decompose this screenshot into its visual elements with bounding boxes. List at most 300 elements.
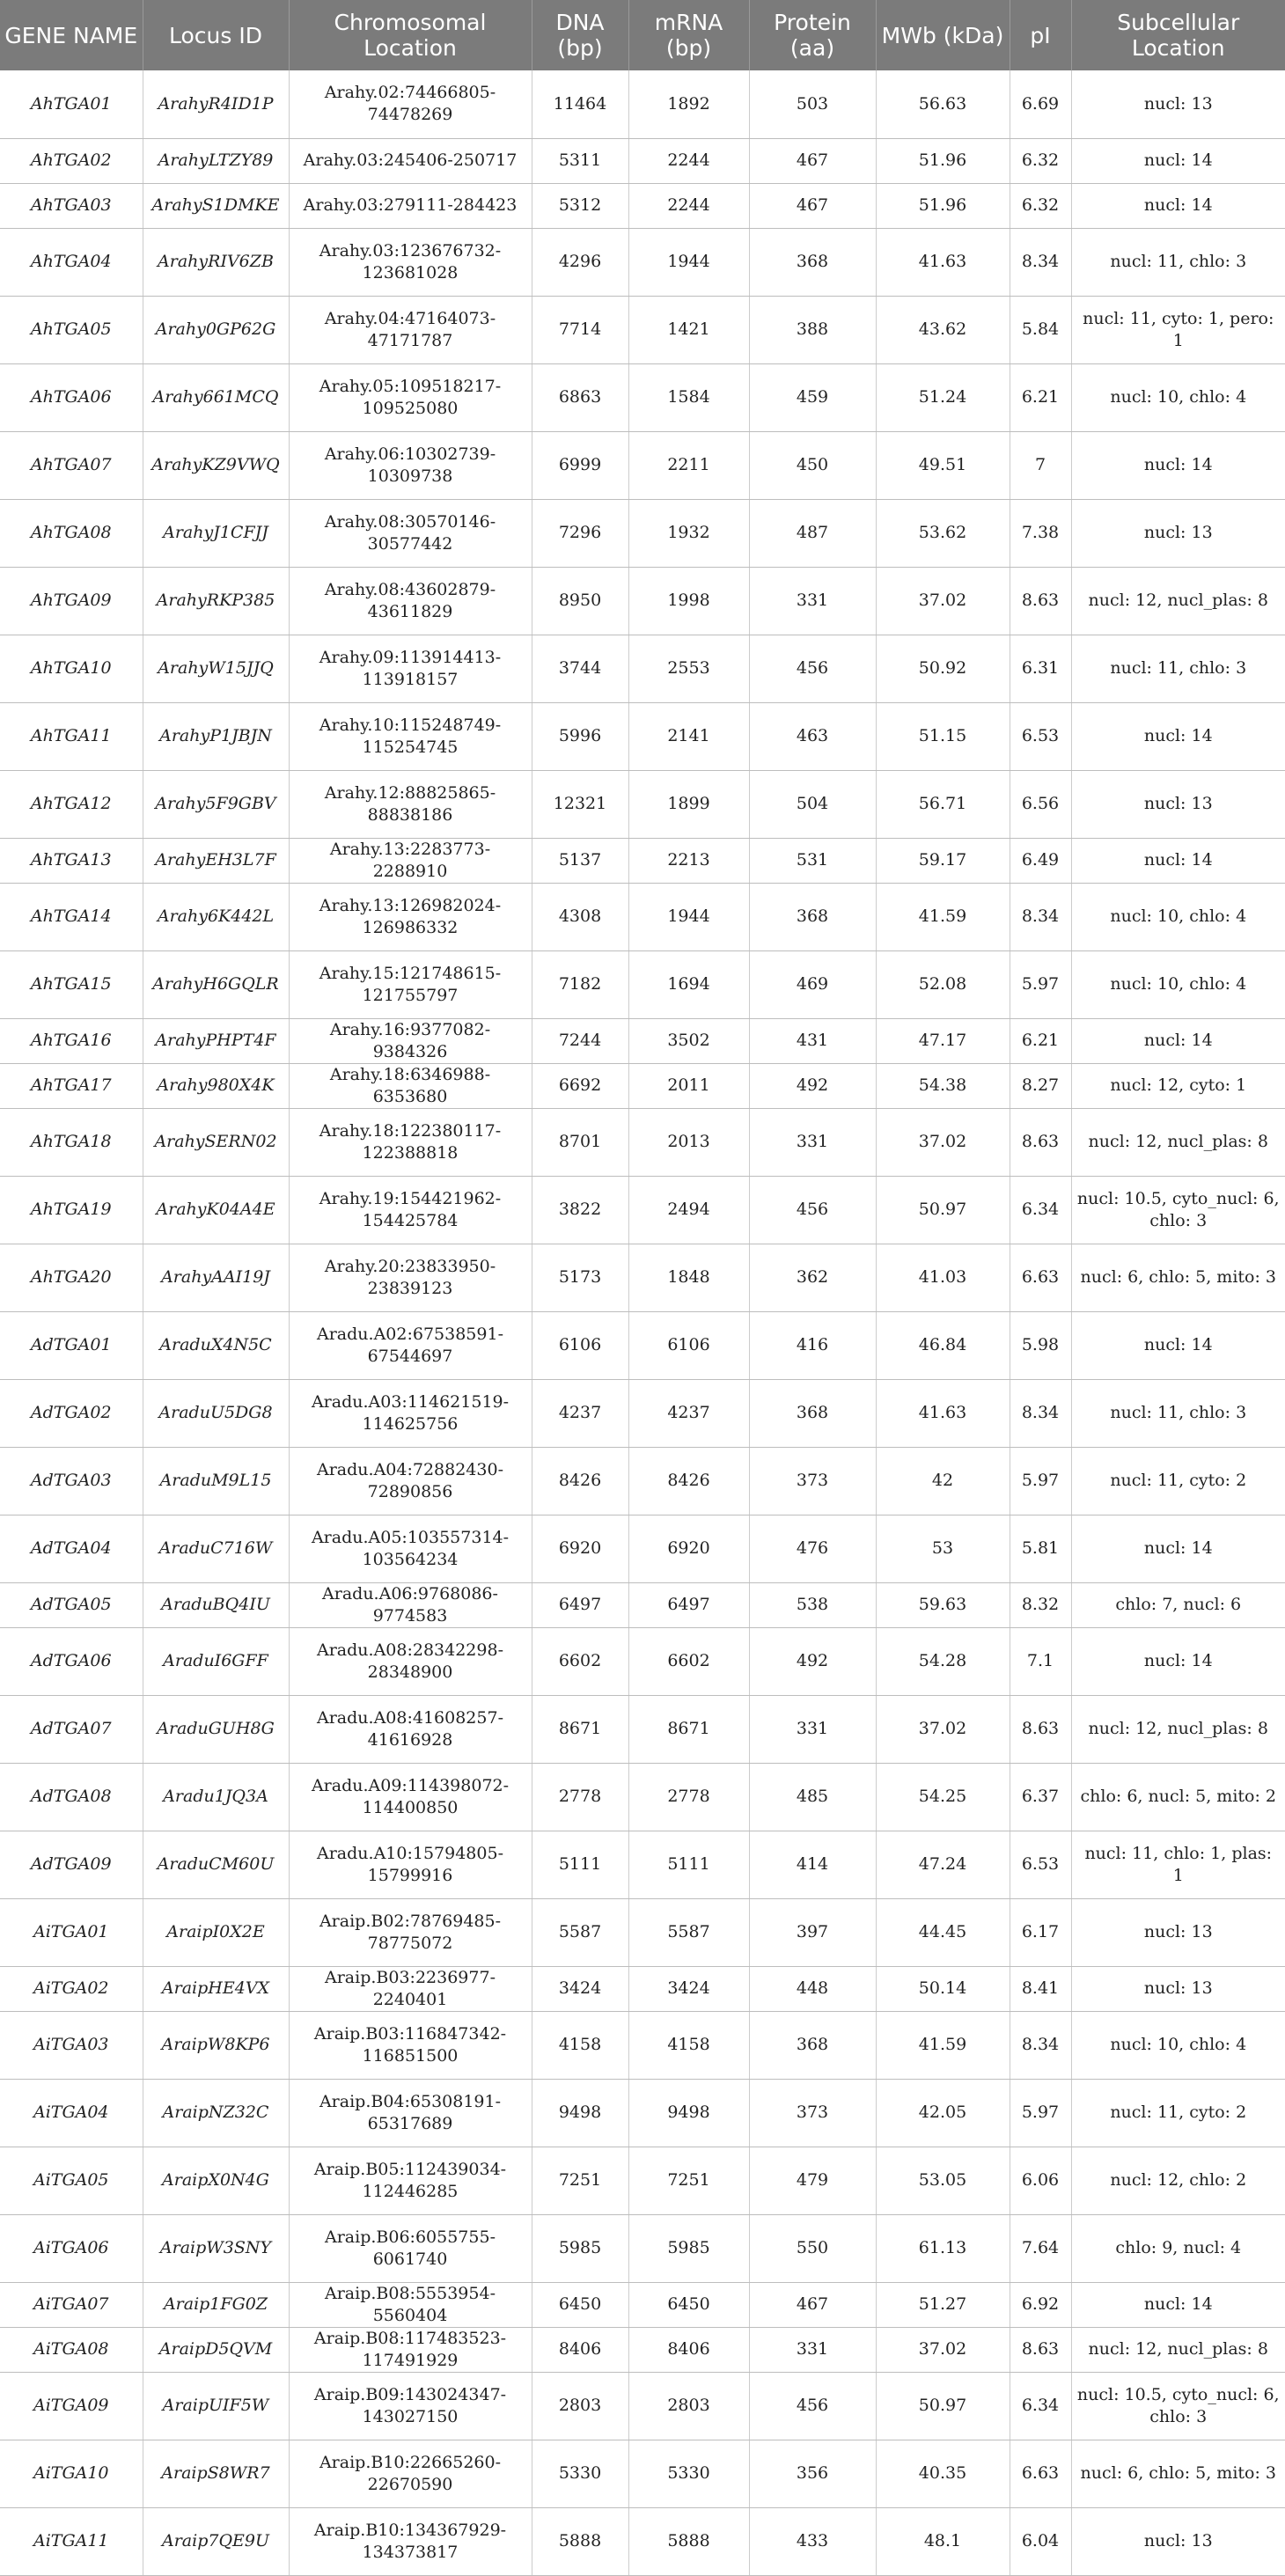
table-row xyxy=(0,1244,1285,1311)
gene-name-cell: AhTGA09 xyxy=(0,567,143,635)
header-pi: pI xyxy=(1010,0,1071,70)
dna-length-cell: 5311 xyxy=(532,138,628,183)
mrna-length-cell: 8406 xyxy=(628,2327,749,2372)
molecular-weight-cell: 52.08 xyxy=(876,950,1010,1018)
gene-name-cell: AhTGA05 xyxy=(0,296,143,363)
protein-length-cell: 538 xyxy=(749,1582,876,1627)
dna-length-cell: 8406 xyxy=(532,2327,628,2372)
molecular-weight-cell: 42.05 xyxy=(876,2079,1010,2147)
molecular-weight-cell: 42 xyxy=(876,1447,1010,1515)
protein-length-cell: 362 xyxy=(749,1244,876,1311)
dna-length-cell: 5173 xyxy=(532,1244,628,1311)
dna-length-cell: 7251 xyxy=(532,2147,628,2214)
subcellular-location-cell: nucl: 10.5, cyto_nucl: 6, chlo: 3 xyxy=(1071,2372,1285,2440)
protein-length-cell: 467 xyxy=(749,2282,876,2327)
locus-id-cell: AraduGUH8G xyxy=(143,1695,289,1763)
table-row xyxy=(0,2079,1285,2147)
mrna-length-cell: 2244 xyxy=(628,138,749,183)
table-row xyxy=(0,2440,1285,2507)
chromosomal-location-cell: Araip.B08:5553954-5560404 xyxy=(289,2282,532,2327)
subcellular-location-cell: nucl: 11, chlo: 3 xyxy=(1071,1379,1285,1447)
molecular-weight-cell: 50.97 xyxy=(876,1176,1010,1244)
locus-id-cell: ArahyJ1CFJJ xyxy=(143,499,289,567)
gene-name-cell: AhTGA17 xyxy=(0,1063,143,1108)
table-row xyxy=(0,2327,1285,2372)
chromosomal-location-cell: Aradu.A02:67538591-67544697 xyxy=(289,1311,532,1379)
isoelectric-point-cell: 8.63 xyxy=(1010,2327,1071,2372)
mrna-length-cell: 1694 xyxy=(628,950,749,1018)
table-row xyxy=(0,1898,1285,1966)
chromosomal-location-cell: Aradu.A06:9768086-9774583 xyxy=(289,1582,532,1627)
gene-name-cell: AiTGA11 xyxy=(0,2507,143,2575)
isoelectric-point-cell: 6.63 xyxy=(1010,2440,1071,2507)
molecular-weight-cell: 41.63 xyxy=(876,228,1010,296)
subcellular-location-cell: nucl: 10, chlo: 4 xyxy=(1071,883,1285,950)
subcellular-location-cell: nucl: 12, nucl_plas: 8 xyxy=(1071,2327,1285,2372)
isoelectric-point-cell: 7.1 xyxy=(1010,1627,1071,1695)
subcellular-location-cell: nucl: 10, chlo: 4 xyxy=(1071,363,1285,431)
dna-length-cell: 3424 xyxy=(532,1966,628,2011)
mrna-length-cell: 5111 xyxy=(628,1831,749,1898)
table-row xyxy=(0,883,1285,950)
chromosomal-location-cell: Araip.B06:6055755-6061740 xyxy=(289,2214,532,2282)
mrna-length-cell: 2011 xyxy=(628,1063,749,1108)
locus-id-cell: ArahyW15JJQ xyxy=(143,635,289,702)
table-row xyxy=(0,2282,1285,2327)
molecular-weight-cell: 47.17 xyxy=(876,1018,1010,1063)
locus-id-cell: Arahy0GP62G xyxy=(143,296,289,363)
mrna-length-cell: 1584 xyxy=(628,363,749,431)
subcellular-location-cell: nucl: 6, chlo: 5, mito: 3 xyxy=(1071,2440,1285,2507)
isoelectric-point-cell: 6.21 xyxy=(1010,363,1071,431)
gene-name-cell: AdTGA08 xyxy=(0,1763,143,1831)
dna-length-cell: 4296 xyxy=(532,228,628,296)
protein-length-cell: 467 xyxy=(749,138,876,183)
subcellular-location-cell: nucl: 11, chlo: 1, plas: 1 xyxy=(1071,1831,1285,1898)
molecular-weight-cell: 41.59 xyxy=(876,883,1010,950)
chromosomal-location-cell: Arahy.05:109518217-109525080 xyxy=(289,363,532,431)
dna-length-cell: 5137 xyxy=(532,838,628,883)
table-row xyxy=(0,1379,1285,1447)
protein-length-cell: 459 xyxy=(749,363,876,431)
chromosomal-location-cell: Arahy.10:115248749-115254745 xyxy=(289,702,532,770)
table-row xyxy=(0,1311,1285,1379)
isoelectric-point-cell: 6.69 xyxy=(1010,70,1071,138)
table-row xyxy=(0,296,1285,363)
gene-name-cell: AhTGA04 xyxy=(0,228,143,296)
mrna-length-cell: 1421 xyxy=(628,296,749,363)
locus-id-cell: ArahyR4ID1P xyxy=(143,70,289,138)
subcellular-location-cell: nucl: 12, cyto: 1 xyxy=(1071,1063,1285,1108)
dna-length-cell: 6497 xyxy=(532,1582,628,1627)
molecular-weight-cell: 50.97 xyxy=(876,2372,1010,2440)
chromosomal-location-cell: Aradu.A08:41608257-41616928 xyxy=(289,1695,532,1763)
chromosomal-location-cell: Arahy.19:154421962-154425784 xyxy=(289,1176,532,1244)
mrna-length-cell: 2013 xyxy=(628,1108,749,1176)
gene-name-cell: AhTGA13 xyxy=(0,838,143,883)
locus-id-cell: AraipHE4VX xyxy=(143,1966,289,2011)
protein-length-cell: 492 xyxy=(749,1063,876,1108)
chromosomal-location-cell: Arahy.06:10302739-10309738 xyxy=(289,431,532,499)
mrna-length-cell: 1998 xyxy=(628,567,749,635)
locus-id-cell: ArahyRKP385 xyxy=(143,567,289,635)
locus-id-cell: ArahyRIV6ZB xyxy=(143,228,289,296)
chromosomal-location-cell: Arahy.08:30570146-30577442 xyxy=(289,499,532,567)
gene-name-cell: AhTGA06 xyxy=(0,363,143,431)
dna-length-cell: 8701 xyxy=(532,1108,628,1176)
protein-length-cell: 331 xyxy=(749,1695,876,1763)
table-row xyxy=(0,2214,1285,2282)
header-dna: DNA (bp) xyxy=(532,0,628,70)
molecular-weight-cell: 46.84 xyxy=(876,1311,1010,1379)
table-row xyxy=(0,363,1285,431)
locus-id-cell: Araip7QE9U xyxy=(143,2507,289,2575)
table-row xyxy=(0,950,1285,1018)
gene-name-cell: AhTGA11 xyxy=(0,702,143,770)
subcellular-location-cell: nucl: 12, nucl_plas: 8 xyxy=(1071,1695,1285,1763)
chromosomal-location-cell: Arahy.18:122380117-122388818 xyxy=(289,1108,532,1176)
locus-id-cell: AraipD5QVM xyxy=(143,2327,289,2372)
gene-name-cell: AdTGA09 xyxy=(0,1831,143,1898)
dna-length-cell: 6999 xyxy=(532,431,628,499)
gene-name-cell: AhTGA20 xyxy=(0,1244,143,1311)
protein-length-cell: 492 xyxy=(749,1627,876,1695)
chromosomal-location-cell: Aradu.A10:15794805-15799916 xyxy=(289,1831,532,1898)
chromosomal-location-cell: Arahy.03:245406-250717 xyxy=(289,138,532,183)
protein-length-cell: 504 xyxy=(749,770,876,838)
mrna-length-cell: 6450 xyxy=(628,2282,749,2327)
mrna-length-cell: 1892 xyxy=(628,70,749,138)
chromosomal-location-cell: Arahy.09:113914413-113918157 xyxy=(289,635,532,702)
subcellular-location-cell: nucl: 11, chlo: 3 xyxy=(1071,635,1285,702)
protein-length-cell: 469 xyxy=(749,950,876,1018)
gene-name-cell: AiTGA01 xyxy=(0,1898,143,1966)
molecular-weight-cell: 54.38 xyxy=(876,1063,1010,1108)
table-row xyxy=(0,138,1285,183)
locus-id-cell: AraduX4N5C xyxy=(143,1311,289,1379)
isoelectric-point-cell: 6.34 xyxy=(1010,2372,1071,2440)
chromosomal-location-cell: Araip.B02:78769485-78775072 xyxy=(289,1898,532,1966)
molecular-weight-cell: 44.45 xyxy=(876,1898,1010,1966)
dna-length-cell: 7182 xyxy=(532,950,628,1018)
chromosomal-location-cell: Arahy.15:121748615-121755797 xyxy=(289,950,532,1018)
dna-length-cell: 3822 xyxy=(532,1176,628,1244)
protein-length-cell: 368 xyxy=(749,883,876,950)
header-locus-id: Locus ID xyxy=(143,0,289,70)
protein-length-cell: 476 xyxy=(749,1515,876,1582)
isoelectric-point-cell: 6.21 xyxy=(1010,1018,1071,1063)
locus-id-cell: ArahyKZ9VWQ xyxy=(143,431,289,499)
dna-length-cell: 4237 xyxy=(532,1379,628,1447)
protein-length-cell: 331 xyxy=(749,2327,876,2372)
protein-length-cell: 456 xyxy=(749,635,876,702)
table-row xyxy=(0,1108,1285,1176)
table-row xyxy=(0,1695,1285,1763)
subcellular-location-cell: nucl: 13 xyxy=(1071,1966,1285,2011)
header-subcellular-location: Subcellular Location xyxy=(1071,0,1285,70)
gene-name-cell: AdTGA03 xyxy=(0,1447,143,1515)
gene-name-cell: AdTGA05 xyxy=(0,1582,143,1627)
subcellular-location-cell: nucl: 10, chlo: 4 xyxy=(1071,2011,1285,2079)
dna-length-cell: 2778 xyxy=(532,1763,628,1831)
dna-length-cell: 5587 xyxy=(532,1898,628,1966)
subcellular-location-cell: nucl: 13 xyxy=(1071,70,1285,138)
chromosomal-location-cell: Arahy.20:23833950-23839123 xyxy=(289,1244,532,1311)
dna-length-cell: 7714 xyxy=(532,296,628,363)
mrna-length-cell: 2244 xyxy=(628,183,749,228)
isoelectric-point-cell: 6.17 xyxy=(1010,1898,1071,1966)
locus-id-cell: AraipX0N4G xyxy=(143,2147,289,2214)
protein-length-cell: 503 xyxy=(749,70,876,138)
protein-length-cell: 550 xyxy=(749,2214,876,2282)
chromosomal-location-cell: Arahy.12:88825865-88838186 xyxy=(289,770,532,838)
dna-length-cell: 7244 xyxy=(532,1018,628,1063)
mrna-length-cell: 5330 xyxy=(628,2440,749,2507)
dna-length-cell: 8426 xyxy=(532,1447,628,1515)
locus-id-cell: Araip1FG0Z xyxy=(143,2282,289,2327)
mrna-length-cell: 8426 xyxy=(628,1447,749,1515)
protein-length-cell: 467 xyxy=(749,183,876,228)
mrna-length-cell: 2553 xyxy=(628,635,749,702)
isoelectric-point-cell: 6.31 xyxy=(1010,635,1071,702)
subcellular-location-cell: nucl: 14 xyxy=(1071,1627,1285,1695)
isoelectric-point-cell: 8.27 xyxy=(1010,1063,1071,1108)
chromosomal-location-cell: Arahy.13:126982024-126986332 xyxy=(289,883,532,950)
isoelectric-point-cell: 8.34 xyxy=(1010,228,1071,296)
protein-length-cell: 368 xyxy=(749,2011,876,2079)
isoelectric-point-cell: 6.49 xyxy=(1010,838,1071,883)
gene-name-cell: AhTGA02 xyxy=(0,138,143,183)
protein-length-cell: 416 xyxy=(749,1311,876,1379)
molecular-weight-cell: 51.96 xyxy=(876,138,1010,183)
dna-length-cell: 5888 xyxy=(532,2507,628,2575)
table-row xyxy=(0,1582,1285,1627)
locus-id-cell: AraduCM60U xyxy=(143,1831,289,1898)
mrna-length-cell: 5587 xyxy=(628,1898,749,1966)
gene-name-cell: AiTGA09 xyxy=(0,2372,143,2440)
isoelectric-point-cell: 5.84 xyxy=(1010,296,1071,363)
molecular-weight-cell: 53.62 xyxy=(876,499,1010,567)
locus-id-cell: AraipNZ32C xyxy=(143,2079,289,2147)
mrna-length-cell: 1932 xyxy=(628,499,749,567)
mrna-length-cell: 3502 xyxy=(628,1018,749,1063)
locus-id-cell: AraipW3SNY xyxy=(143,2214,289,2282)
molecular-weight-cell: 43.62 xyxy=(876,296,1010,363)
isoelectric-point-cell: 6.06 xyxy=(1010,2147,1071,2214)
table-row xyxy=(0,1763,1285,1831)
subcellular-location-cell: nucl: 10.5, cyto_nucl: 6, chlo: 3 xyxy=(1071,1176,1285,1244)
locus-id-cell: ArahyLTZY89 xyxy=(143,138,289,183)
molecular-weight-cell: 37.02 xyxy=(876,567,1010,635)
dna-length-cell: 2803 xyxy=(532,2372,628,2440)
protein-length-cell: 485 xyxy=(749,1763,876,1831)
chromosomal-location-cell: Aradu.A04:72882430-72890856 xyxy=(289,1447,532,1515)
table-row xyxy=(0,228,1285,296)
dna-length-cell: 8671 xyxy=(532,1695,628,1763)
table-row xyxy=(0,1627,1285,1695)
table-row xyxy=(0,2372,1285,2440)
isoelectric-point-cell: 8.34 xyxy=(1010,883,1071,950)
subcellular-location-cell: nucl: 6, chlo: 5, mito: 3 xyxy=(1071,1244,1285,1311)
gene-name-cell: AhTGA08 xyxy=(0,499,143,567)
protein-length-cell: 450 xyxy=(749,431,876,499)
gene-name-cell: AiTGA08 xyxy=(0,2327,143,2372)
subcellular-location-cell: nucl: 13 xyxy=(1071,2507,1285,2575)
protein-length-cell: 368 xyxy=(749,1379,876,1447)
mrna-length-cell: 2213 xyxy=(628,838,749,883)
chromosomal-location-cell: Araip.B10:22665260-22670590 xyxy=(289,2440,532,2507)
isoelectric-point-cell: 6.34 xyxy=(1010,1176,1071,1244)
dna-length-cell: 6450 xyxy=(532,2282,628,2327)
subcellular-location-cell: nucl: 11, chlo: 3 xyxy=(1071,228,1285,296)
isoelectric-point-cell: 6.37 xyxy=(1010,1763,1071,1831)
locus-id-cell: Arahy980X4K xyxy=(143,1063,289,1108)
header-row xyxy=(0,0,1285,70)
isoelectric-point-cell: 5.98 xyxy=(1010,1311,1071,1379)
table-row xyxy=(0,70,1285,138)
subcellular-location-cell: nucl: 11, cyto: 1, pero: 1 xyxy=(1071,296,1285,363)
locus-id-cell: Arahy6K442L xyxy=(143,883,289,950)
chromosomal-location-cell: Arahy.08:43602879-43611829 xyxy=(289,567,532,635)
table-row xyxy=(0,1447,1285,1515)
chromosomal-location-cell: Aradu.A03:114621519-114625756 xyxy=(289,1379,532,1447)
molecular-weight-cell: 49.51 xyxy=(876,431,1010,499)
molecular-weight-cell: 53 xyxy=(876,1515,1010,1582)
gene-name-cell: AdTGA01 xyxy=(0,1311,143,1379)
gene-name-cell: AhTGA15 xyxy=(0,950,143,1018)
chromosomal-location-cell: Araip.B10:134367929-134373817 xyxy=(289,2507,532,2575)
isoelectric-point-cell: 6.32 xyxy=(1010,183,1071,228)
gene-name-cell: AiTGA05 xyxy=(0,2147,143,2214)
dna-length-cell: 12321 xyxy=(532,770,628,838)
isoelectric-point-cell: 6.53 xyxy=(1010,702,1071,770)
subcellular-location-cell: chlo: 6, nucl: 5, mito: 2 xyxy=(1071,1763,1285,1831)
chromosomal-location-cell: Araip.B05:112439034-112446285 xyxy=(289,2147,532,2214)
molecular-weight-cell: 37.02 xyxy=(876,1695,1010,1763)
isoelectric-point-cell: 6.53 xyxy=(1010,1831,1071,1898)
gene-name-cell: AiTGA06 xyxy=(0,2214,143,2282)
protein-length-cell: 373 xyxy=(749,2079,876,2147)
molecular-weight-cell: 37.02 xyxy=(876,1108,1010,1176)
dna-length-cell: 5985 xyxy=(532,2214,628,2282)
protein-length-cell: 487 xyxy=(749,499,876,567)
subcellular-location-cell: nucl: 14 xyxy=(1071,2282,1285,2327)
dna-length-cell: 5330 xyxy=(532,2440,628,2507)
isoelectric-point-cell: 6.32 xyxy=(1010,138,1071,183)
isoelectric-point-cell: 6.92 xyxy=(1010,2282,1071,2327)
protein-length-cell: 331 xyxy=(749,1108,876,1176)
subcellular-location-cell: nucl: 13 xyxy=(1071,770,1285,838)
chromosomal-location-cell: Aradu.A05:103557314-103564234 xyxy=(289,1515,532,1582)
gene-name-cell: AhTGA03 xyxy=(0,183,143,228)
chromosomal-location-cell: Araip.B03:116847342-116851500 xyxy=(289,2011,532,2079)
mrna-length-cell: 6602 xyxy=(628,1627,749,1695)
molecular-weight-cell: 59.17 xyxy=(876,838,1010,883)
gene-name-cell: AhTGA10 xyxy=(0,635,143,702)
subcellular-location-cell: nucl: 12, chlo: 2 xyxy=(1071,2147,1285,2214)
dna-length-cell: 7296 xyxy=(532,499,628,567)
subcellular-location-cell: nucl: 14 xyxy=(1071,183,1285,228)
protein-length-cell: 463 xyxy=(749,702,876,770)
protein-length-cell: 368 xyxy=(749,228,876,296)
mrna-length-cell: 3424 xyxy=(628,1966,749,2011)
isoelectric-point-cell: 6.56 xyxy=(1010,770,1071,838)
mrna-length-cell: 9498 xyxy=(628,2079,749,2147)
locus-id-cell: ArahyS1DMKE xyxy=(143,183,289,228)
gene-name-cell: AiTGA03 xyxy=(0,2011,143,2079)
molecular-weight-cell: 61.13 xyxy=(876,2214,1010,2282)
isoelectric-point-cell: 7 xyxy=(1010,431,1071,499)
header-chromosomal-location: Chromosomal Location xyxy=(289,0,532,70)
isoelectric-point-cell: 8.63 xyxy=(1010,1695,1071,1763)
locus-id-cell: AraduC716W xyxy=(143,1515,289,1582)
locus-id-cell: AraduI6GFF xyxy=(143,1627,289,1695)
chromosomal-location-cell: Aradu.A08:28342298-28348900 xyxy=(289,1627,532,1695)
gene-name-cell: AdTGA02 xyxy=(0,1379,143,1447)
protein-length-cell: 456 xyxy=(749,2372,876,2440)
subcellular-location-cell: chlo: 9, nucl: 4 xyxy=(1071,2214,1285,2282)
dna-length-cell: 8950 xyxy=(532,567,628,635)
dna-length-cell: 9498 xyxy=(532,2079,628,2147)
protein-length-cell: 414 xyxy=(749,1831,876,1898)
molecular-weight-cell: 53.05 xyxy=(876,2147,1010,2214)
gene-name-cell: AiTGA10 xyxy=(0,2440,143,2507)
dna-length-cell: 5996 xyxy=(532,702,628,770)
dna-length-cell: 5312 xyxy=(532,183,628,228)
mrna-length-cell: 5888 xyxy=(628,2507,749,2575)
isoelectric-point-cell: 8.34 xyxy=(1010,2011,1071,2079)
subcellular-location-cell: nucl: 11, cyto: 2 xyxy=(1071,2079,1285,2147)
mrna-length-cell: 4237 xyxy=(628,1379,749,1447)
locus-id-cell: ArahyEH3L7F xyxy=(143,838,289,883)
molecular-weight-cell: 51.27 xyxy=(876,2282,1010,2327)
dna-length-cell: 6920 xyxy=(532,1515,628,1582)
table-row xyxy=(0,1966,1285,2011)
molecular-weight-cell: 51.15 xyxy=(876,702,1010,770)
table-row xyxy=(0,702,1285,770)
dna-length-cell: 5111 xyxy=(532,1831,628,1898)
molecular-weight-cell: 54.28 xyxy=(876,1627,1010,1695)
molecular-weight-cell: 56.63 xyxy=(876,70,1010,138)
subcellular-location-cell: nucl: 13 xyxy=(1071,1898,1285,1966)
header-gene-name: GENE NAME xyxy=(0,0,143,70)
protein-length-cell: 373 xyxy=(749,1447,876,1515)
mrna-length-cell: 2494 xyxy=(628,1176,749,1244)
dna-length-cell: 6692 xyxy=(532,1063,628,1108)
gene-name-cell: AhTGA18 xyxy=(0,1108,143,1176)
chromosomal-location-cell: Arahy.03:123676732-123681028 xyxy=(289,228,532,296)
table-row xyxy=(0,567,1285,635)
table-row xyxy=(0,431,1285,499)
isoelectric-point-cell: 8.41 xyxy=(1010,1966,1071,2011)
gene-name-cell: AdTGA04 xyxy=(0,1515,143,1582)
subcellular-location-cell: nucl: 14 xyxy=(1071,1018,1285,1063)
header-mw: MWb (kDa) xyxy=(876,0,1010,70)
subcellular-location-cell: nucl: 14 xyxy=(1071,138,1285,183)
protein-length-cell: 433 xyxy=(749,2507,876,2575)
gene-name-cell: AhTGA16 xyxy=(0,1018,143,1063)
protein-length-cell: 356 xyxy=(749,2440,876,2507)
dna-length-cell: 6863 xyxy=(532,363,628,431)
chromosomal-location-cell: Arahy.04:47164073-47171787 xyxy=(289,296,532,363)
mrna-length-cell: 1944 xyxy=(628,228,749,296)
molecular-weight-cell: 41.63 xyxy=(876,1379,1010,1447)
mrna-length-cell: 4158 xyxy=(628,2011,749,2079)
locus-id-cell: AraipUIF5W xyxy=(143,2372,289,2440)
molecular-weight-cell: 50.92 xyxy=(876,635,1010,702)
table-row xyxy=(0,2147,1285,2214)
chromosomal-location-cell: Araip.B09:143024347-143027150 xyxy=(289,2372,532,2440)
